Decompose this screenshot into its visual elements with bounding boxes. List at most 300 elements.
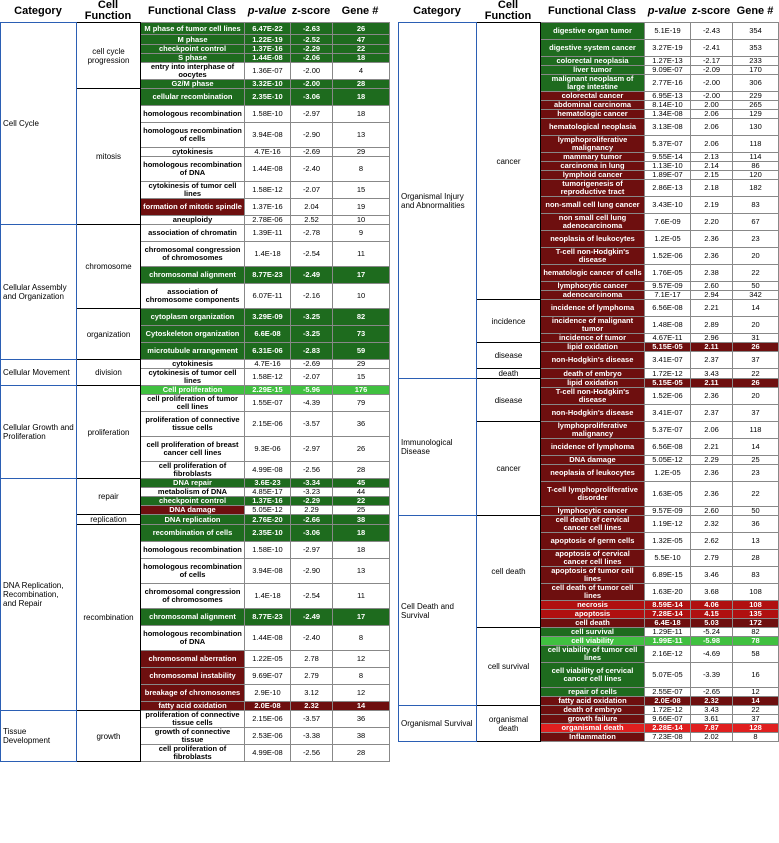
class-cell: organismal death xyxy=(541,724,645,733)
function-cell: replication xyxy=(77,515,141,525)
pvalue-cell: 1.52E-06 xyxy=(645,248,691,265)
gene-count-cell: 118 xyxy=(733,422,779,439)
header-pvalue-right: p-value xyxy=(647,4,687,17)
zscore-cell: -3.57 xyxy=(291,412,333,437)
zscore-cell: -2.97 xyxy=(291,542,333,559)
class-cell: cytoplasm organization xyxy=(141,309,245,326)
pvalue-cell: 5.15E-05 xyxy=(645,343,691,352)
gene-count-cell: 13 xyxy=(333,123,390,148)
class-cell: entry into interphase of oocytes xyxy=(141,63,245,80)
gene-count-cell: 26 xyxy=(733,379,779,388)
header-function-left: Cell Function xyxy=(84,0,132,22)
class-cell: apoptosis xyxy=(541,610,645,619)
gene-count-cell: 16 xyxy=(733,663,779,688)
zscore-cell: 2.21 xyxy=(691,439,733,456)
class-cell: cytokinesis of tumor cell lines xyxy=(141,369,245,386)
gene-count-cell: 10 xyxy=(333,284,390,309)
gene-count-cell: 8 xyxy=(333,626,390,651)
class-cell: T-cell lymphoproliferative disorder xyxy=(541,482,645,507)
gene-count-cell: 342 xyxy=(733,291,779,300)
zscore-cell: 2.15 xyxy=(691,171,733,180)
zscore-cell: -2.65 xyxy=(691,688,733,697)
pvalue-cell: 1.44E-08 xyxy=(245,157,291,182)
pvalue-cell: 2.76E-20 xyxy=(245,515,291,525)
class-cell: G2/M phase xyxy=(141,80,245,89)
gene-count-cell: 45 xyxy=(333,479,390,488)
gene-count-cell: 50 xyxy=(733,282,779,291)
gene-count-cell: 20 xyxy=(733,248,779,265)
gene-count-cell: 13 xyxy=(733,533,779,550)
class-cell: T-cell non-Hodgkin's disease xyxy=(541,388,645,405)
gene-count-cell: 354 xyxy=(733,23,779,40)
table-row xyxy=(399,379,779,388)
zscore-cell: 2.36 xyxy=(691,231,733,248)
class-cell: non small cell lung adenocarcinoma xyxy=(541,214,645,231)
pvalue-cell: 1.36E-07 xyxy=(245,63,291,80)
pvalue-cell: 3.32E-10 xyxy=(245,80,291,89)
pvalue-cell: 8.77E-23 xyxy=(245,609,291,626)
gene-count-cell: 58 xyxy=(733,646,779,663)
gene-count-cell: 9 xyxy=(333,225,390,242)
function-cell: recombination xyxy=(77,525,141,711)
zscore-cell: 2.38 xyxy=(691,265,733,282)
zscore-cell: 2.36 xyxy=(691,388,733,405)
class-cell: proliferation of connective tissue cells xyxy=(141,711,245,728)
function-cell: cancer xyxy=(477,23,541,300)
gene-count-cell: 82 xyxy=(733,628,779,637)
class-cell: non-Hodgkin's disease xyxy=(541,405,645,422)
zscore-cell: -2.97 xyxy=(291,106,333,123)
gene-count-cell: 108 xyxy=(733,601,779,610)
gene-count-cell: 36 xyxy=(333,412,390,437)
pvalue-cell: 4.85E-17 xyxy=(245,488,291,497)
gene-count-cell: 19 xyxy=(333,199,390,216)
pvalue-cell: 1.76E-05 xyxy=(645,265,691,282)
zscore-cell: -5.96 xyxy=(291,386,333,395)
gene-count-cell: 37 xyxy=(733,352,779,369)
pvalue-cell: 5.05E-12 xyxy=(645,456,691,465)
pvalue-cell: 2.15E-06 xyxy=(245,711,291,728)
class-cell: cytokinesis xyxy=(141,148,245,157)
gene-count-cell: 170 xyxy=(733,66,779,75)
pvalue-cell: 1.72E-12 xyxy=(645,706,691,715)
pvalue-cell: 1.58E-12 xyxy=(245,369,291,386)
gene-count-cell: 44 xyxy=(333,488,390,497)
gene-count-cell: 47 xyxy=(333,35,390,45)
function-cell: cancer xyxy=(477,422,541,516)
header-zscore-right: z-score xyxy=(691,4,731,17)
zscore-cell: -2.07 xyxy=(291,182,333,199)
class-cell: cell proliferation of breast cancer cell lines xyxy=(141,437,245,462)
zscore-cell: 2.11 xyxy=(691,343,733,352)
class-cell: DNA replication xyxy=(141,515,245,525)
gene-count-cell: 12 xyxy=(333,651,390,668)
class-cell: non-small cell lung cancer xyxy=(541,197,645,214)
zscore-cell: -2.00 xyxy=(691,92,733,101)
class-cell: DNA damage xyxy=(541,456,645,465)
class-cell: cell survival xyxy=(541,628,645,637)
class-cell: Cell proliferation xyxy=(141,386,245,395)
pvalue-cell: 2.86E-13 xyxy=(645,180,691,197)
class-cell: cell death of tumor cell lines xyxy=(541,584,645,601)
gene-count-cell: 78 xyxy=(733,637,779,646)
zscore-cell: -2.66 xyxy=(291,515,333,525)
class-cell: lipid oxidation xyxy=(541,343,645,352)
class-cell: lymphoproliferative malignancy xyxy=(541,136,645,153)
zscore-cell: -5.24 xyxy=(691,628,733,637)
class-cell: homologous recombination of DNA xyxy=(141,157,245,182)
zscore-cell: 2.96 xyxy=(691,334,733,343)
header-class-right: Functional Class xyxy=(547,4,637,17)
zscore-cell: 2.62 xyxy=(691,533,733,550)
gene-count-cell: 118 xyxy=(733,136,779,153)
class-cell: chromosomal congression of chromosomes xyxy=(141,584,245,609)
pvalue-cell: 5.37E-07 xyxy=(645,136,691,153)
function-cell: disease xyxy=(477,379,541,422)
gene-count-cell: 31 xyxy=(733,334,779,343)
pvalue-cell: 1.37E-16 xyxy=(245,199,291,216)
gene-count-cell: 28 xyxy=(733,550,779,567)
class-cell: DNA damage xyxy=(141,506,245,515)
gene-count-cell: 28 xyxy=(333,745,390,762)
table-row xyxy=(399,516,779,533)
class-cell: digestive system cancer xyxy=(541,40,645,57)
zscore-cell: 2.29 xyxy=(691,456,733,465)
pvalue-cell: 2.0E-08 xyxy=(645,697,691,706)
zscore-cell: -2.00 xyxy=(691,75,733,92)
gene-count-cell: 36 xyxy=(733,516,779,533)
class-cell: homologous recombination of DNA xyxy=(141,626,245,651)
class-cell: hematologic cancer of cells xyxy=(541,265,645,282)
zscore-cell: 2.14 xyxy=(691,162,733,171)
pvalue-cell: 5.15E-05 xyxy=(645,379,691,388)
zscore-cell: -2.40 xyxy=(291,626,333,651)
gene-count-cell: 8 xyxy=(333,157,390,182)
zscore-cell: 2.21 xyxy=(691,300,733,317)
zscore-cell: 2.02 xyxy=(691,733,733,742)
class-cell: cell proliferation of fibroblasts xyxy=(141,745,245,762)
gene-count-cell: 20 xyxy=(733,388,779,405)
gene-count-cell: 128 xyxy=(733,724,779,733)
category-cell: Cellular Assembly and Organization xyxy=(1,225,77,360)
class-cell: repair of cells xyxy=(541,688,645,697)
gene-count-cell: 29 xyxy=(333,148,390,157)
class-cell: M phase of tumor cell lines xyxy=(141,23,245,35)
gene-count-cell: 23 xyxy=(733,231,779,248)
pvalue-cell: 1.19E-12 xyxy=(645,516,691,533)
gene-count-cell: 15 xyxy=(333,182,390,199)
gene-count-cell: 37 xyxy=(733,715,779,724)
pvalue-cell: 4.99E-08 xyxy=(245,745,291,762)
gene-count-cell: 82 xyxy=(333,309,390,326)
gene-count-cell: 50 xyxy=(733,507,779,516)
gene-count-cell: 29 xyxy=(333,360,390,369)
zscore-cell: -3.06 xyxy=(291,525,333,542)
gene-count-cell: 14 xyxy=(733,439,779,456)
class-cell: death of embryo xyxy=(541,369,645,379)
class-cell: fatty acid oxidation xyxy=(141,702,245,711)
zscore-cell: -4.69 xyxy=(691,646,733,663)
class-cell: Cytoskeleton organization xyxy=(141,326,245,343)
pvalue-cell: 6.07E-11 xyxy=(245,284,291,309)
zscore-cell: -2.69 xyxy=(291,360,333,369)
zscore-cell: 2.06 xyxy=(691,136,733,153)
gene-count-cell: 8 xyxy=(333,668,390,685)
gene-count-cell: 14 xyxy=(733,697,779,706)
gene-count-cell: 28 xyxy=(333,462,390,479)
gene-count-cell: 8 xyxy=(733,733,779,742)
pvalue-cell: 2.35E-10 xyxy=(245,525,291,542)
zscore-cell: 4.15 xyxy=(691,610,733,619)
pvalue-cell: 6.6E-08 xyxy=(245,326,291,343)
zscore-cell: -2.07 xyxy=(291,369,333,386)
pvalue-cell: 5.37E-07 xyxy=(645,422,691,439)
gene-count-cell: 14 xyxy=(333,702,390,711)
category-cell: Tissue Development xyxy=(1,711,77,762)
zscore-cell: 3.68 xyxy=(691,584,733,601)
category-cell: Organismal Injury and Abnormalities xyxy=(399,23,477,379)
zscore-cell: -3.39 xyxy=(691,663,733,688)
header-category-left: Category xyxy=(14,4,62,17)
pvalue-cell: 6.31E-06 xyxy=(245,343,291,360)
class-cell: microtubule arrangement xyxy=(141,343,245,360)
pvalue-cell: 1.58E-10 xyxy=(245,542,291,559)
zscore-cell: 2.32 xyxy=(291,702,333,711)
zscore-cell: -3.06 xyxy=(291,89,333,106)
class-cell: chromosomal congression of chromosomes xyxy=(141,242,245,267)
function-cell: mitosis xyxy=(77,89,141,225)
function-cell: organization xyxy=(77,309,141,360)
class-cell: association of chromatin xyxy=(141,225,245,242)
gene-count-cell: 18 xyxy=(333,54,390,63)
pvalue-cell: 2.28E-14 xyxy=(645,724,691,733)
class-cell: Inflammation xyxy=(541,733,645,742)
pvalue-cell: 1.39E-11 xyxy=(245,225,291,242)
zscore-cell: 2.78 xyxy=(291,651,333,668)
function-cell: organismal death xyxy=(477,706,541,742)
zscore-cell: 2.79 xyxy=(291,668,333,685)
pvalue-cell: 7.23E-08 xyxy=(645,733,691,742)
gene-count-cell: 12 xyxy=(733,688,779,697)
table-row xyxy=(399,706,779,715)
zscore-cell: 3.12 xyxy=(291,685,333,702)
pvalue-cell: 3.41E-07 xyxy=(645,352,691,369)
class-cell: cellular recombination xyxy=(141,89,245,106)
pvalue-cell: 3.27E-19 xyxy=(645,40,691,57)
pvalue-cell: 4.7E-16 xyxy=(245,360,291,369)
class-cell: M phase xyxy=(141,35,245,45)
gene-count-cell: 353 xyxy=(733,40,779,57)
zscore-cell: 7.87 xyxy=(691,724,733,733)
class-cell: adenocarcinoma xyxy=(541,291,645,300)
gene-count-cell: 22 xyxy=(333,497,390,506)
gene-count-cell: 10 xyxy=(333,216,390,225)
pvalue-cell: 9.55E-14 xyxy=(645,153,691,162)
pvalue-cell: 7.1E-17 xyxy=(645,291,691,300)
pvalue-cell: 1.52E-06 xyxy=(645,388,691,405)
class-cell: colorectal cancer xyxy=(541,92,645,101)
gene-count-cell: 4 xyxy=(333,63,390,80)
zscore-cell: 2.11 xyxy=(691,379,733,388)
zscore-cell: 2.06 xyxy=(691,422,733,439)
pvalue-cell: 5.05E-12 xyxy=(245,506,291,515)
zscore-cell: -5.98 xyxy=(691,637,733,646)
pvalue-cell: 1.22E-19 xyxy=(245,35,291,45)
pvalue-cell: 9.66E-07 xyxy=(645,715,691,724)
pvalue-cell: 2.9E-10 xyxy=(245,685,291,702)
gene-count-cell: 182 xyxy=(733,180,779,197)
pvalue-cell: 2.77E-16 xyxy=(645,75,691,92)
class-cell: neoplasia of leukocytes xyxy=(541,231,645,248)
pvalue-cell: 3.94E-08 xyxy=(245,559,291,584)
pvalue-cell: 3.6E-23 xyxy=(245,479,291,488)
zscore-cell: -2.78 xyxy=(291,225,333,242)
header-class-left: Functional Class xyxy=(147,4,237,17)
zscore-cell: -2.83 xyxy=(291,343,333,360)
table-row xyxy=(1,225,390,242)
zscore-cell: -2.69 xyxy=(291,148,333,157)
zscore-cell: 5.03 xyxy=(691,619,733,628)
gene-count-cell: 38 xyxy=(333,728,390,745)
gene-count-cell: 22 xyxy=(333,45,390,54)
table-row xyxy=(1,479,390,488)
function-cell: cell death xyxy=(477,516,541,628)
pvalue-cell: 3.29E-09 xyxy=(245,309,291,326)
class-cell: growth failure xyxy=(541,715,645,724)
gene-count-cell: 18 xyxy=(333,525,390,542)
zscore-cell: -2.54 xyxy=(291,584,333,609)
class-cell: cell death of cervical cancer cell lines xyxy=(541,516,645,533)
gene-count-cell: 59 xyxy=(333,343,390,360)
gene-count-cell: 130 xyxy=(733,119,779,136)
gene-count-cell: 18 xyxy=(333,89,390,106)
pvalue-cell: 1.2E-05 xyxy=(645,231,691,248)
class-cell: mammary tumor xyxy=(541,153,645,162)
function-cell: disease xyxy=(477,343,541,369)
gene-count-cell: 13 xyxy=(333,559,390,584)
zscore-cell: 2.36 xyxy=(691,248,733,265)
pvalue-cell: 1.44E-08 xyxy=(245,54,291,63)
category-cell: Organismal Survival xyxy=(399,706,477,742)
gene-count-cell: 11 xyxy=(333,584,390,609)
category-cell: Cellular Growth and Proliferation xyxy=(1,386,77,479)
pvalue-cell: 4.67E-11 xyxy=(645,334,691,343)
class-cell: incidence of lymphoma xyxy=(541,439,645,456)
class-cell: chromosomal instability xyxy=(141,668,245,685)
zscore-cell: -2.49 xyxy=(291,267,333,284)
pvalue-cell: 3.43E-10 xyxy=(645,197,691,214)
category-cell: Cell Cycle xyxy=(1,23,77,225)
gene-count-cell: 22 xyxy=(733,369,779,379)
gene-count-cell: 38 xyxy=(333,515,390,525)
class-cell: chromosomal alignment xyxy=(141,267,245,284)
class-cell: apoptosis of germ cells xyxy=(541,533,645,550)
pvalue-cell: 1.37E-16 xyxy=(245,497,291,506)
pvalue-cell: 2.78E-06 xyxy=(245,216,291,225)
gene-count-cell: 83 xyxy=(733,567,779,584)
class-cell: cytokinesis of tumor cell lines xyxy=(141,182,245,199)
zscore-cell: 2.36 xyxy=(691,465,733,482)
class-cell: DNA repair xyxy=(141,479,245,488)
header-function-right: Cell Function xyxy=(484,0,532,22)
gene-count-cell: 306 xyxy=(733,75,779,92)
zscore-cell: -3.25 xyxy=(291,309,333,326)
pvalue-cell: 1.44E-08 xyxy=(245,626,291,651)
pvalue-cell: 6.56E-08 xyxy=(645,439,691,456)
zscore-cell: -2.56 xyxy=(291,462,333,479)
pvalue-cell: 3.94E-08 xyxy=(245,123,291,148)
gene-count-cell: 18 xyxy=(333,106,390,123)
zscore-cell: -2.97 xyxy=(291,437,333,462)
pvalue-cell: 2.15E-06 xyxy=(245,412,291,437)
pvalue-cell: 6.95E-13 xyxy=(645,92,691,101)
gene-count-cell: 86 xyxy=(733,162,779,171)
pvalue-cell: 5.1E-19 xyxy=(645,23,691,40)
pvalue-cell: 3.41E-07 xyxy=(645,405,691,422)
gene-count-cell: 172 xyxy=(733,619,779,628)
gene-count-cell: 37 xyxy=(733,405,779,422)
class-cell: tumorigenesis of reproductive tract xyxy=(541,180,645,197)
function-cell: repair xyxy=(77,479,141,515)
zscore-cell: -2.63 xyxy=(291,23,333,35)
zscore-cell: 3.43 xyxy=(691,706,733,715)
class-cell: chromosomal alignment xyxy=(141,609,245,626)
zscore-cell: 2.00 xyxy=(691,101,733,110)
pvalue-cell: 1.63E-20 xyxy=(645,584,691,601)
function-cell: cell cycle progression xyxy=(77,23,141,89)
class-cell: association of chromosome components xyxy=(141,284,245,309)
zscore-cell: -2.90 xyxy=(291,559,333,584)
zscore-cell: -2.29 xyxy=(291,497,333,506)
zscore-cell: -2.29 xyxy=(291,45,333,54)
header-zscore-left: z-score xyxy=(291,4,331,17)
gene-count-cell: 79 xyxy=(333,395,390,412)
pvalue-cell: 1.89E-07 xyxy=(645,171,691,180)
gene-count-cell: 229 xyxy=(733,92,779,101)
zscore-cell: 3.46 xyxy=(691,567,733,584)
pvalue-cell: 1.58E-12 xyxy=(245,182,291,199)
pvalue-cell: 9.09E-07 xyxy=(645,66,691,75)
function-cell: proliferation xyxy=(77,386,141,479)
zscore-cell: -2.90 xyxy=(291,123,333,148)
gene-count-cell: 18 xyxy=(333,542,390,559)
class-cell: checkpoint control xyxy=(141,497,245,506)
class-cell: incidence of malignant tumor xyxy=(541,317,645,334)
pvalue-cell: 3.13E-08 xyxy=(645,119,691,136)
gene-count-cell: 17 xyxy=(333,609,390,626)
class-cell: metabolism of DNA xyxy=(141,488,245,497)
function-cell: cell survival xyxy=(477,628,541,706)
pvalue-cell: 4.7E-16 xyxy=(245,148,291,157)
zscore-cell: -2.09 xyxy=(691,66,733,75)
pvalue-cell: 1.72E-12 xyxy=(645,369,691,379)
gene-count-cell: 25 xyxy=(733,456,779,465)
gene-count-cell: 17 xyxy=(333,267,390,284)
zscore-cell: -2.43 xyxy=(691,23,733,40)
class-cell: homologous recombination of cells xyxy=(141,559,245,584)
zscore-cell: 2.04 xyxy=(291,199,333,216)
function-cell: division xyxy=(77,360,141,386)
gene-count-cell: 114 xyxy=(733,153,779,162)
zscore-cell: 4.06 xyxy=(691,601,733,610)
pvalue-cell: 1.48E-08 xyxy=(645,317,691,334)
class-cell: hematological neoplasia xyxy=(541,119,645,136)
pvalue-cell: 1.29E-11 xyxy=(645,628,691,637)
pvalue-cell: 1.58E-10 xyxy=(245,106,291,123)
class-cell: non-Hodgkin's disease xyxy=(541,352,645,369)
zscore-cell: -2.49 xyxy=(291,609,333,626)
class-cell: lymphoid cancer xyxy=(541,171,645,180)
